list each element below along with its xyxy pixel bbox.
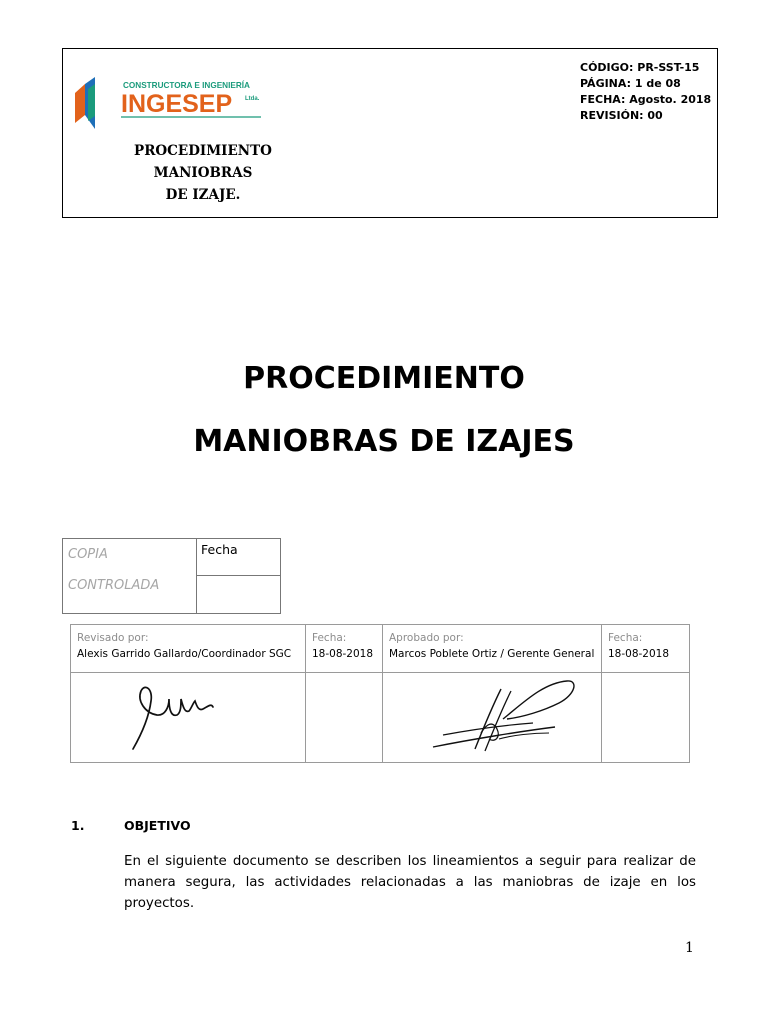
revisado-cell (71, 625, 306, 673)
section-body: En el siguiente documento se describen los lineamientos a seguir para realizar de manera segura, las actividades relacionadas a las maniobras de izaje en los proyectos. (124, 854, 696, 911)
document-title-line2: DE IZAJE. (165, 187, 241, 203)
fecha2-label: Fecha: (608, 632, 643, 644)
controlada-label: CONTROLADA (68, 578, 160, 593)
approval-table (70, 624, 690, 763)
fecha2-cell (602, 625, 690, 673)
revisado-label: Revisado por: (77, 632, 149, 644)
controlled-copy-box (62, 538, 281, 614)
copia-controlada-cell (63, 539, 197, 614)
copia-label: COPIA (68, 547, 108, 562)
fecha1-value: 18-08-2018 (312, 648, 374, 660)
aprobado-cell (383, 625, 602, 673)
page-number: 1 (685, 940, 694, 956)
revisado-name: Alexis Garrido Gallardo/Coordinador SGC (77, 648, 292, 660)
document-title-line1: PROCEDIMIENTO MANIOBRAS (134, 143, 272, 181)
section-number: 1. (71, 818, 85, 833)
fecha1-label: Fecha: (312, 632, 347, 644)
fecha1-signature-cell (306, 673, 383, 763)
document-metadata (580, 60, 711, 124)
company-logo (71, 71, 271, 133)
revisor-signature (71, 673, 305, 759)
fecha2-value: 18-08-2018 (608, 648, 670, 660)
fecha-text: FECHA: Agosto. 2018 (580, 93, 712, 106)
fecha-label: Fecha (197, 539, 281, 576)
main-title-line1: PROCEDIMIENTO (243, 361, 525, 396)
main-title-line2: MANIOBRAS DE IZAJES (193, 424, 575, 459)
revision-text: REVISIÓN: 00 (580, 109, 663, 122)
logo-tagline: CONSTRUCTORA E INGENIERÍA (123, 81, 250, 90)
fecha1-cell (306, 625, 383, 673)
document-title (93, 140, 313, 206)
logo-suffix: Ltda. (245, 96, 260, 102)
aprobado-name: Marcos Poblete Ortiz / Gerente General (389, 648, 595, 660)
logo-brand: INGESEP (121, 90, 233, 118)
section-title: OBJETIVO (124, 818, 191, 833)
fecha2-signature-cell (602, 673, 690, 763)
document-header (62, 48, 718, 218)
aprobador-signature-cell (383, 673, 602, 763)
aprobado-label: Aprobado por: (389, 632, 464, 644)
codigo-text: CÓDIGO: PR-SST-15 (580, 61, 700, 74)
aprobador-signature (383, 673, 601, 759)
pagina-text: PÁGINA: 1 de 08 (580, 77, 681, 90)
revisor-signature-cell (71, 673, 306, 763)
fecha-value-cell (197, 576, 281, 614)
